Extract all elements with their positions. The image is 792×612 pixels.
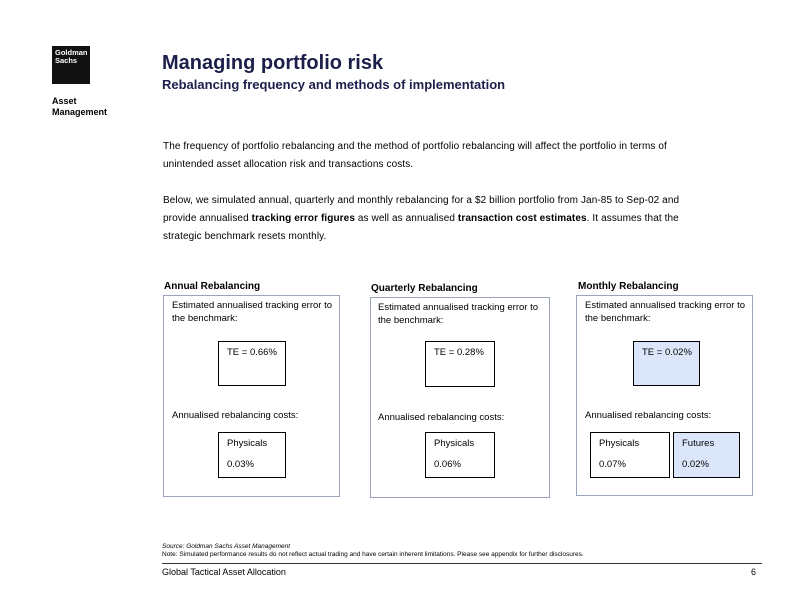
monthly-te-label: Estimated annualised tracking error to the benchmark: — [585, 300, 745, 324]
monthly-panel — [576, 295, 753, 496]
footer-divider — [162, 563, 762, 564]
quarterly-te-box — [425, 341, 495, 387]
quarterly-cost-method: Physicals — [434, 438, 475, 449]
quarterly-cost-value: 0.06% — [434, 459, 461, 470]
p2-text-e: . It assumes that the strategic benchmark resets monthly. — [163, 213, 679, 242]
monthly-cost-value: 0.07% — [599, 459, 626, 470]
page-title: Managing portfolio risk — [162, 52, 384, 74]
annual-te-label: Estimated annualised tracking error to the benchmark: — [172, 300, 332, 324]
annual-cost-method: Physicals — [227, 438, 268, 449]
p2-text-c: as well as annualised — [354, 213, 458, 224]
monthly-te-box — [633, 341, 700, 386]
monthly-cost-box-physicals — [590, 432, 670, 478]
annual-panel — [163, 295, 340, 497]
monthly-te-value: TE = 0.02% — [642, 347, 692, 358]
annual-heading: Annual Rebalancing — [164, 281, 261, 292]
footer-label: Global Tactical Asset Allocation — [162, 567, 286, 577]
intro-paragraph-2 — [163, 192, 683, 246]
disclosure-note: Note: Simulated performance results do not reflect actual trading and have certain inherent limitations. Please see appendix for further disclosures. — [162, 551, 584, 558]
division-line2: Management — [52, 107, 108, 117]
monthly-cost-value-futures: 0.02% — [682, 459, 709, 470]
intro-paragraph-1: The frequency of portfolio rebalancing and the method of portfolio rebalancing will affect the portfolio in terms of unintended asset allocation risk and transactions costs. — [163, 141, 667, 170]
p2-text-a: Below, we simulated annual, quarterly and monthly rebalancing for a $2 billion portfolio from Jan-85 to Sep-02 and provide annualised — [163, 195, 680, 224]
monthly-cost-method-futures: Futures — [682, 438, 715, 449]
annual-te-value: TE = 0.66% — [227, 347, 277, 358]
annual-cost-value: 0.03% — [227, 459, 254, 470]
annual-te-box — [218, 341, 286, 386]
monthly-cost-method: Physicals — [599, 438, 640, 449]
p2-text-transaction-cost: transaction cost estimates — [457, 213, 587, 224]
quarterly-cost-label: Annualised rebalancing costs: — [378, 412, 505, 423]
quarterly-heading: Quarterly Rebalancing — [371, 283, 478, 294]
p2-text-tracking-error: tracking error figures — [251, 213, 355, 224]
division-line1: Asset — [52, 96, 77, 106]
monthly-heading: Monthly Rebalancing — [578, 281, 679, 292]
page-subtitle: Rebalancing frequency and methods of implementation — [162, 77, 506, 92]
goldman-sachs-logo — [52, 46, 90, 84]
quarterly-te-value: TE = 0.28% — [434, 347, 484, 358]
monthly-cost-label: Annualised rebalancing costs: — [585, 410, 712, 421]
logo-line1: Goldman — [55, 48, 88, 57]
annual-cost-box — [218, 432, 286, 478]
logo-line2: Sachs — [55, 56, 78, 65]
quarterly-te-label: Estimated annualised tracking error to the benchmark: — [378, 302, 538, 326]
monthly-cost-box-futures — [673, 432, 740, 478]
division-name — [52, 96, 107, 118]
quarterly-cost-box — [425, 432, 495, 478]
annual-cost-label: Annualised rebalancing costs: — [172, 410, 299, 421]
source-note: Source: Goldman Sachs Asset Management — [162, 543, 291, 550]
page-number: 6 — [751, 567, 757, 577]
quarterly-panel — [370, 297, 550, 498]
